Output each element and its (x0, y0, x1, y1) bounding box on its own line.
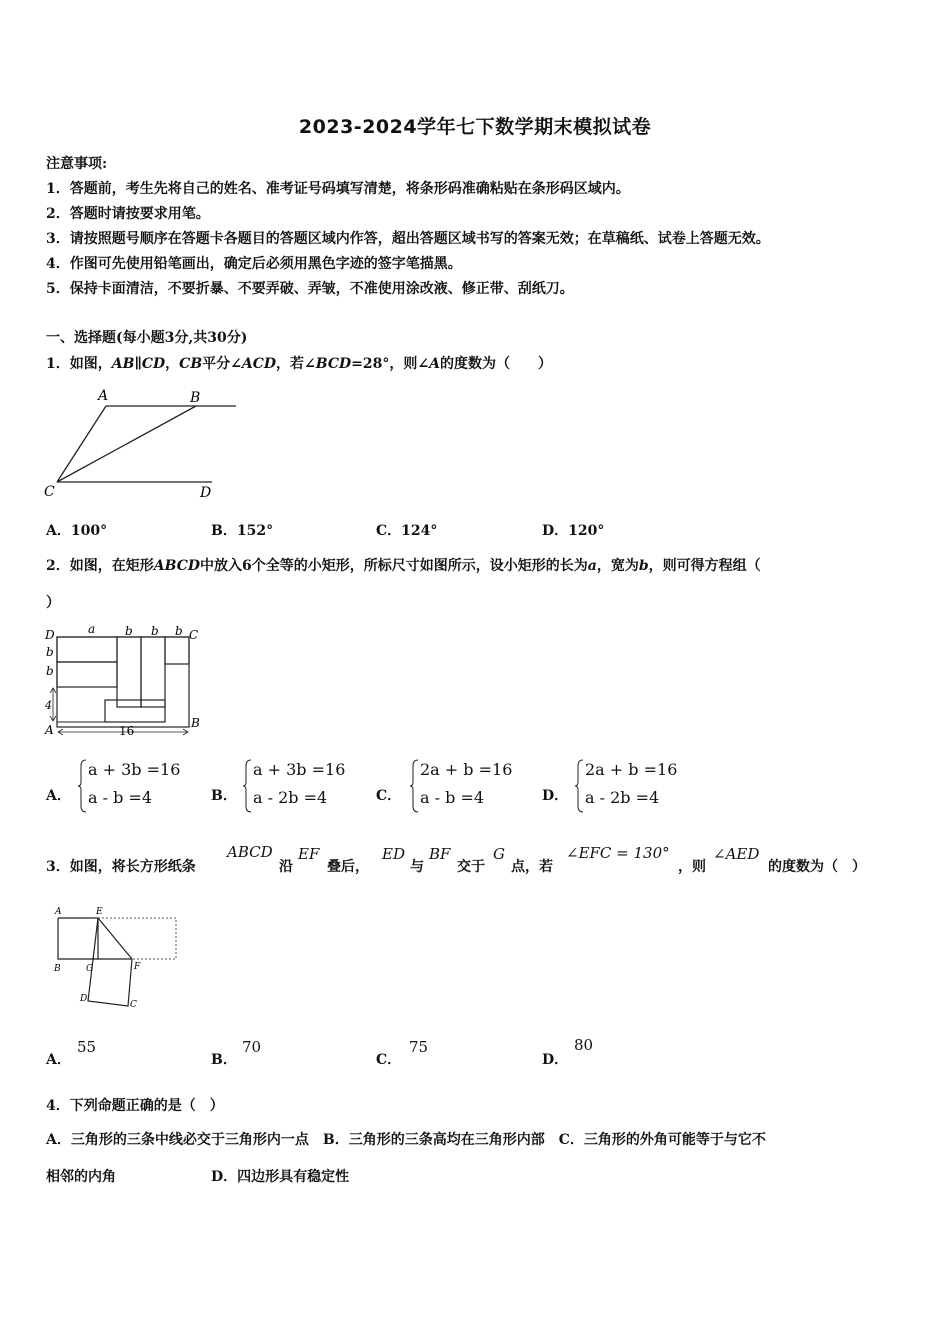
q2-option-c[interactable] (410, 758, 540, 814)
q3-option-d-letter[interactable]: D． (542, 1052, 569, 1068)
q2-label-top-b: b (175, 624, 183, 638)
q1-stem: 1．如图，AB∥CD，CB平分∠ACD，若∠BCD=28°，则∠A的度数为（ ） (46, 356, 552, 372)
q2-label-a: A (45, 723, 54, 737)
q3-text: 的度数为（ ） (768, 859, 866, 875)
q3-option-b-letter[interactable]: B． (211, 1052, 237, 1068)
q1-option-c[interactable]: C．124° (376, 523, 438, 539)
q1-label-b: B (190, 390, 201, 406)
q2-label-four: 4 (45, 699, 52, 712)
q2-label-left-b: b (46, 664, 54, 678)
equation-row: a - b =4 (88, 788, 153, 807)
q1-option-a[interactable]: A．100° (46, 523, 108, 539)
q3-label-g: G (86, 964, 94, 974)
q3-text: 交于 (457, 859, 485, 875)
q3-text: ，则 (678, 859, 706, 875)
q3-label-c: C (130, 1000, 137, 1010)
q2-label-top-b: b (125, 624, 133, 638)
q2-option-c-letter[interactable]: C． (376, 788, 402, 804)
q3-math-g: G (493, 845, 505, 863)
page-title: 2023-2024学年七下数学期末模拟试卷 (298, 116, 652, 138)
q1-option-b[interactable]: B．152° (211, 523, 274, 539)
section-heading: 一、选择题(每小题3分,共30分) (46, 330, 248, 346)
q3-figure (50, 903, 185, 1013)
q3-label-d: D (80, 994, 88, 1004)
notice-heading: 注意事项: (46, 156, 108, 172)
q4-option-c-cont[interactable]: 相邻的内角 (46, 1169, 116, 1185)
q2-option-b[interactable] (243, 758, 373, 814)
equation-row: a - 2b =4 (585, 788, 660, 807)
equation-row: 2a + b =16 (585, 760, 678, 779)
equation-row: a - b =4 (420, 788, 485, 807)
q3-text: 与 (410, 859, 424, 875)
q3-label-b: B (54, 964, 61, 974)
brace-icon (410, 758, 420, 814)
brace-icon (575, 758, 585, 814)
q3-text: 叠后， (327, 859, 369, 875)
q3-math-angle: ∠EFC = 130° (566, 844, 670, 862)
equation-row: a + 3b =16 (253, 760, 346, 779)
q2-option-d[interactable] (575, 758, 705, 814)
q1-label-d: D (200, 485, 212, 501)
q1-option-d[interactable]: D．120° (542, 523, 605, 539)
q2-option-a[interactable] (78, 758, 208, 814)
q3-option-a[interactable]: 55 (77, 1038, 97, 1056)
q2-option-a-letter[interactable]: A． (46, 788, 71, 804)
equation-row: a + 3b =16 (88, 760, 181, 779)
q2-label-c: C (189, 628, 199, 642)
q3-text: 点，若 (511, 859, 553, 875)
q3-label-e: E (96, 907, 103, 917)
notice-item: 2．答题时请按要求用笔。 (46, 206, 210, 222)
notice-item: 3．请按照题号顺序在答题卡各题目的答题区域内作答，超出答题区域书写的答案无效；在草稿纸、试卷上答题无效。 (46, 231, 770, 247)
q2-figure (42, 622, 212, 742)
q4-options-line[interactable]: A．三角形的三条中线必交于三角形内一点 B．三角形的三条高均在三角形内部 C．三角形的外角可能等于与它不 (46, 1132, 766, 1148)
q2-label-sixteen: 16 (119, 724, 135, 738)
q3-option-c[interactable]: 75 (409, 1038, 429, 1056)
q3-option-c-letter[interactable]: C． (376, 1052, 402, 1068)
q3-math-ed: ED (382, 845, 405, 863)
q2-stem-close: ） (46, 595, 60, 611)
equation-row: a - 2b =4 (253, 788, 328, 807)
notice-item: 4．作图可先使用铅笔画出，确定后必须用黑色字迹的签字笔描黑。 (46, 256, 462, 272)
q3-math-abcd: ABCD (227, 843, 273, 861)
q3-text: 沿 (279, 859, 293, 875)
notice-item: 5．保持卡面清洁，不要折暴、不要弄破、弄皱，不准使用涂改液、修正带、刮纸刀。 (46, 281, 574, 297)
q3-stem-start: 3．如图，将长方形纸条 (46, 859, 196, 875)
q3-option-d[interactable]: 80 (574, 1036, 594, 1054)
q3-math-aed: ∠AED (713, 845, 760, 863)
q1-figure (40, 385, 245, 505)
q3-math-ef: EF (298, 845, 320, 863)
q2-option-b-letter[interactable]: B． (211, 788, 237, 804)
q3-math-bf: BF (429, 845, 451, 863)
q2-label-left-b: b (46, 645, 54, 659)
q2-label-d: D (45, 628, 55, 642)
q1-label-c: C (44, 484, 55, 500)
q2-option-d-letter[interactable]: D． (542, 788, 569, 804)
q3-option-b[interactable]: 70 (242, 1038, 262, 1056)
q1-label-a: A (98, 388, 109, 404)
q2-stem: 2．如图，在矩形ABCD中放入6个全等的小矩形，所标尺寸如图所示，设小矩形的长为a，宽为b，则可得方程组（ (46, 558, 761, 574)
q3-option-a-letter[interactable]: A． (46, 1052, 71, 1068)
q2-label-b: B (191, 716, 200, 730)
brace-icon (78, 758, 88, 814)
q2-label-top-a: a (88, 622, 96, 636)
q4-stem: 4．下列命题正确的是（ ） (46, 1098, 224, 1114)
q2-label-top-b: b (151, 624, 159, 638)
q4-option-d[interactable]: D．四边形具有稳定性 (211, 1169, 350, 1185)
q3-label-f: F (134, 962, 141, 972)
q3-label-a: A (55, 907, 62, 917)
equation-row: 2a + b =16 (420, 760, 513, 779)
notice-item: 1．答题前，考生先将自己的姓名、准考证号码填写清楚，将条形码准确粘贴在条形码区域内。 (46, 181, 630, 197)
brace-icon (243, 758, 253, 814)
